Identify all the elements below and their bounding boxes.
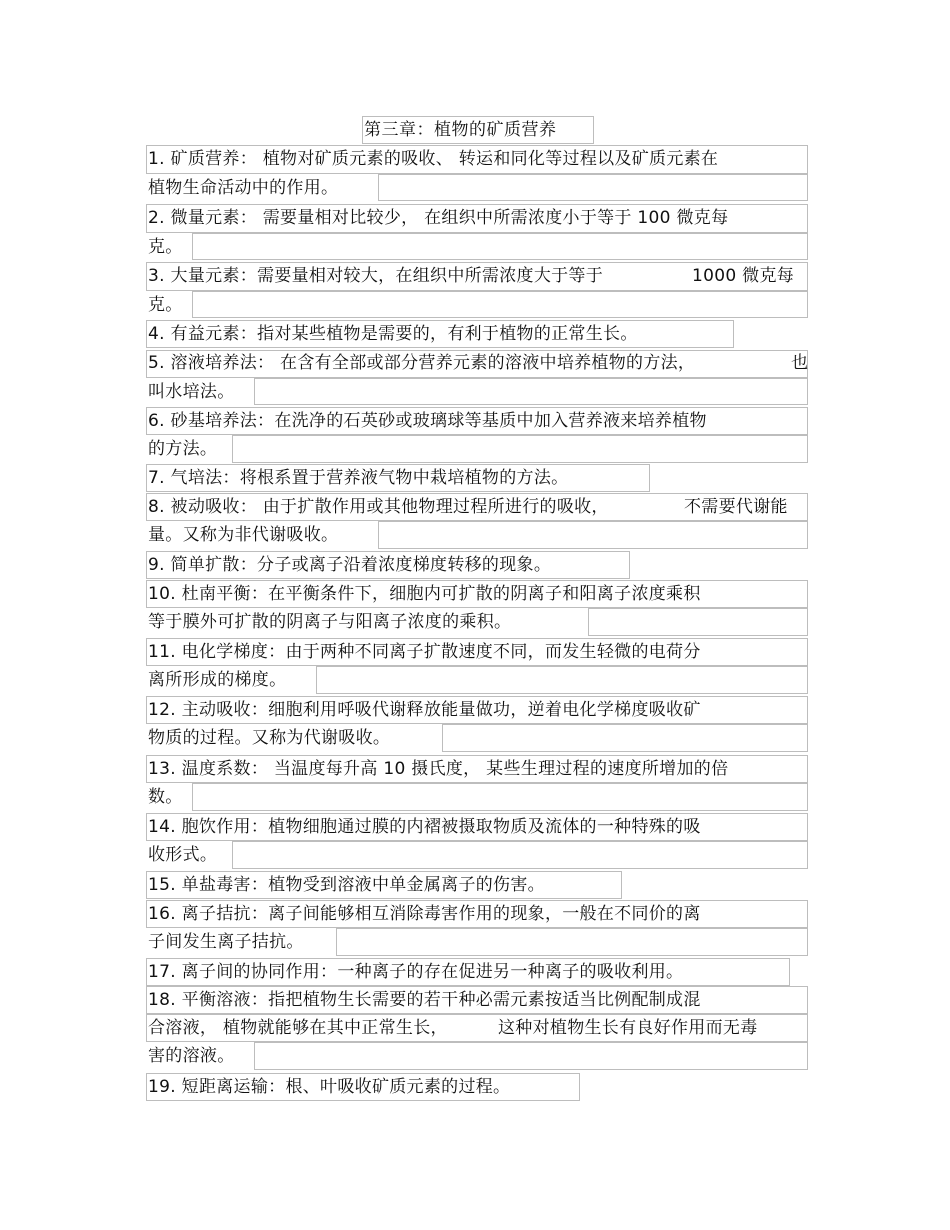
line-frame [336,928,808,956]
definition-4-line-1: 4. 有益元素：指对某些植物是需要的，有利于植物的正常生长。 [148,324,638,344]
line-frame [378,521,808,549]
definition-8-line-2: 量。又称为非代谢吸收。 [148,525,339,545]
line-frame [378,174,808,201]
definition-14-line-2: 收形式。 [148,845,218,865]
definition-8-line-1: 8. 被动吸收： 由于扩散作用或其他物理过程所进行的吸收， [148,497,609,517]
definition-11-line-1: 11. 电化学梯度：由于两种不同离子扩散速度不同，而发生轻微的电荷分 [148,642,701,662]
line-frame [588,608,808,636]
definition-18-line-3: 害的溶液。 [148,1046,235,1066]
definition-9-line-1: 9. 简单扩散：分子或离子沿着浓度梯度转移的现象。 [148,555,552,575]
definition-5-line-1-tail: 也 [791,353,809,373]
definition-19-line-1: 19. 短距离运输：根、叶吸收矿质元素的过程。 [148,1077,511,1097]
definition-16-line-2: 子间发生离子拮抗。 [148,932,304,952]
definition-16-line-1: 16. 离子拮抗：离子间能够相互消除毒害作用的现象，一般在不同价的离 [148,904,701,924]
line-frame [192,233,808,260]
definition-18-line-2-tail: 这种对植物生长有良好作用而无毒 [498,1018,758,1038]
definition-3-line-1-tail: 1000 微克每 [692,266,795,286]
definition-17-line-1: 17. 离子间的协同作用：一种离子的存在促进另一种离子的吸收利用。 [148,962,684,982]
line-frame [442,724,808,752]
line-frame [254,378,808,405]
definition-1-line-1: 1. 矿质营养： 植物对矿质元素的吸收、 转运和同化等过程以及矿质元素在 [148,149,719,169]
definition-2-line-1: 2. 微量元素： 需要量相对比较少， 在组织中所需浓度小于等于 100 微克每 [148,208,729,228]
line-frame [316,666,808,694]
line-frame [232,841,808,869]
definition-14-line-1: 14. 胞饮作用：植物细胞通过膜的内褶被摄取物质及流体的一种特殊的吸 [148,817,701,837]
definition-6-line-1: 6. 砂基培养法：在洗净的石英砂或玻璃球等基质中加入营养液来培养植物 [148,411,707,431]
page-title: 第三章：植物的矿质营养 [364,120,557,140]
definition-10-line-1: 10. 杜南平衡：在平衡条件下，细胞内可扩散的阴离子和阳离子浓度乘积 [148,584,701,604]
definition-1-line-2: 植物生命活动中的作用。 [148,178,339,198]
definition-7-line-1: 7. 气培法：将根系置于营养液气物中栽培植物的方法。 [148,468,569,488]
definition-13-line-1: 13. 温度系数： 当温度每升高 10 摄氏度， 某些生理过程的速度所增加的倍 [148,759,729,779]
definition-8-line-1-tail: 不需要代谢能 [684,497,788,517]
definition-5-line-1: 5. 溶液培养法： 在含有全部或部分营养元素的溶液中培养植物的方法， [148,353,696,373]
line-frame [192,291,808,318]
definition-10-line-2: 等于膜外可扩散的阴离子与阳离子浓度的乘积。 [148,612,512,632]
definition-5-line-2: 叫水培法。 [148,382,235,402]
definition-18-line-2: 合溶液， 植物就能够在其中正常生长， [148,1018,448,1038]
line-frame [232,435,808,463]
definition-12-line-1: 12. 主动吸收：细胞利用呼吸代谢释放能量做功，逆着电化学梯度吸收矿 [148,700,701,720]
definition-3-line-2: 克。 [148,295,183,315]
definition-2-line-2: 克。 [148,237,183,257]
definition-12-line-2: 物质的过程。又称为代谢吸收。 [148,728,391,748]
definition-18-line-1: 18. 平衡溶液：指把植物生长需要的若干种必需元素按适当比例配制成混 [148,990,701,1010]
definition-15-line-1: 15. 单盐毒害：植物受到溶液中单金属离子的伤害。 [148,875,545,895]
line-frame [254,1042,808,1070]
definition-3-line-1: 3. 大量元素：需要量相对较大，在组织中所需浓度大于等于 [148,266,604,286]
line-frame [192,783,808,811]
definition-11-line-2: 离所形成的梯度。 [148,670,287,690]
definition-6-line-2: 的方法。 [148,439,218,459]
definition-13-line-2: 数。 [148,787,183,807]
